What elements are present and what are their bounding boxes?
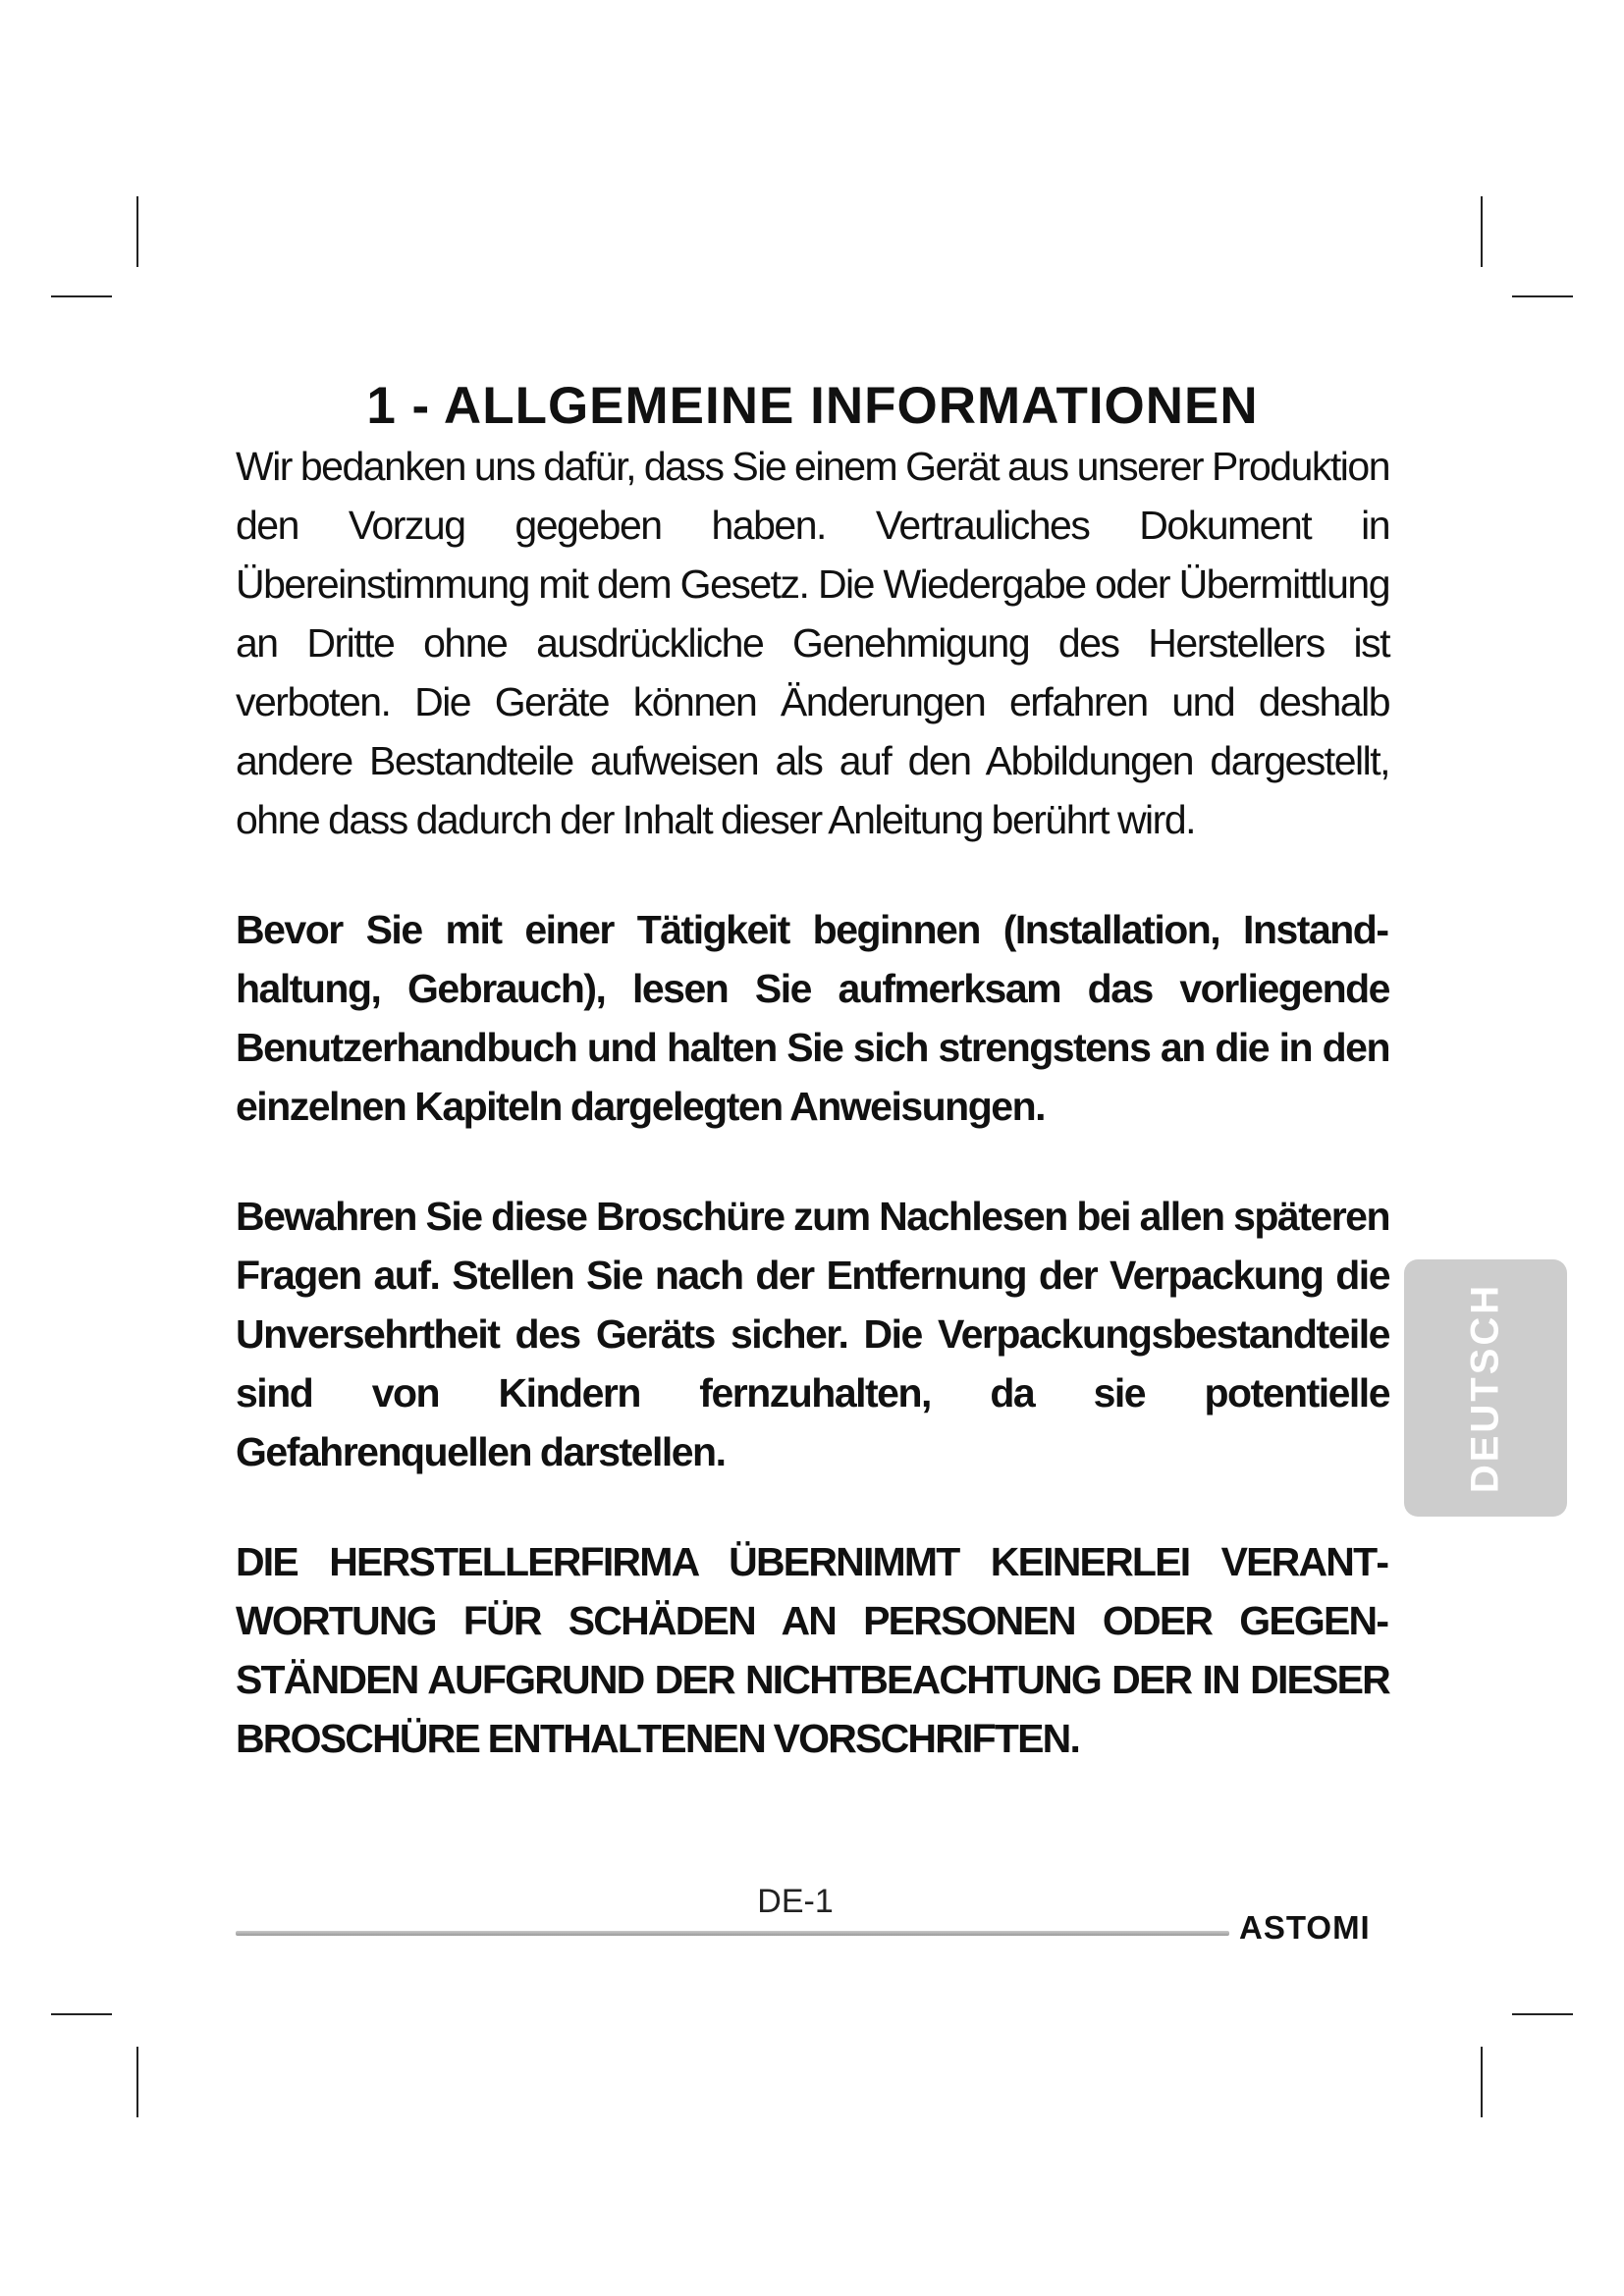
intro-paragraph: Wir bedanken uns dafür, dass Sie einem Gerät aus unserer Produktion den Vorzug gegeben haben. Vertrauliches Dokument in Übereinstimmung mit dem Gesetz. Die Wiedergabe oder Übermittlung an Dritte ohne ausdrückliche Genehmigung des Herstellers ist verboten. Die Geräte können Änderungen erfahren und deshalb andere Bestandteile aufweisen als auf den Abbildungen dargestellt, ohne dass dadurch der Inhalt dieser Anleitung berührt wird. (236, 444, 1389, 843)
crop-mark-bottom-right-horizontal (1512, 2013, 1573, 2015)
crop-mark-top-right-vertical (1481, 196, 1483, 267)
instructions-paragraph: Bevor Sie mit einer Tätigkeit beginnen (Installation, Instandhaltung, Gebrauch), lesen Sie aufmerksam das vorliegende Benutzerhandbuch und halten Sie sich strengstens an die in den einzelnen Kapiteln dargelegten Anweisungen. (236, 907, 1389, 1130)
page-content (236, 378, 1389, 1768)
crop-mark-top-left-vertical (136, 196, 138, 267)
crop-mark-top-right-horizontal (1512, 295, 1573, 297)
page-number: DE-1 (757, 1883, 834, 1920)
storage-paragraph: Bewahren Sie diese Broschüre zum Nachlesen bei allen späteren Fragen auf. Stellen Sie nach der Entfernung der Verpackung die Unversehrtheit des Geräts sicher. Die Verpackungsbestandteile sind von Kindern fernzuhalten, da sie potentielle Gefahrenquellen darstellen. (236, 1194, 1389, 1475)
crop-mark-bottom-left-horizontal (51, 2013, 112, 2015)
crop-mark-bottom-left-vertical (136, 2047, 138, 2117)
section-title: 1 - ALLGEMEINE INFORMATIONEN (366, 377, 1259, 435)
crop-mark-bottom-right-vertical (1481, 2047, 1483, 2117)
crop-mark-top-left-horizontal (51, 295, 112, 297)
language-tab (1404, 1259, 1567, 1517)
brand-name: ASTOMI (1239, 1909, 1371, 1946)
disclaimer-paragraph: DIE HERSTELLERFIRMA ÜBERNIMMT KEINERLEI VERANTWORTUNG FÜR SCHÄDEN AN PERSONEN ODER GEGENSTÄNDEN AUFGRUND DER NICHTBEACHTUNG DER IN DIESER BROSCHÜRE ENTHALTENEN VORSCHRIFTEN. (236, 1539, 1389, 1762)
language-tab-label: DEUTSCH (1463, 1282, 1507, 1494)
footer-divider (236, 1931, 1229, 1936)
